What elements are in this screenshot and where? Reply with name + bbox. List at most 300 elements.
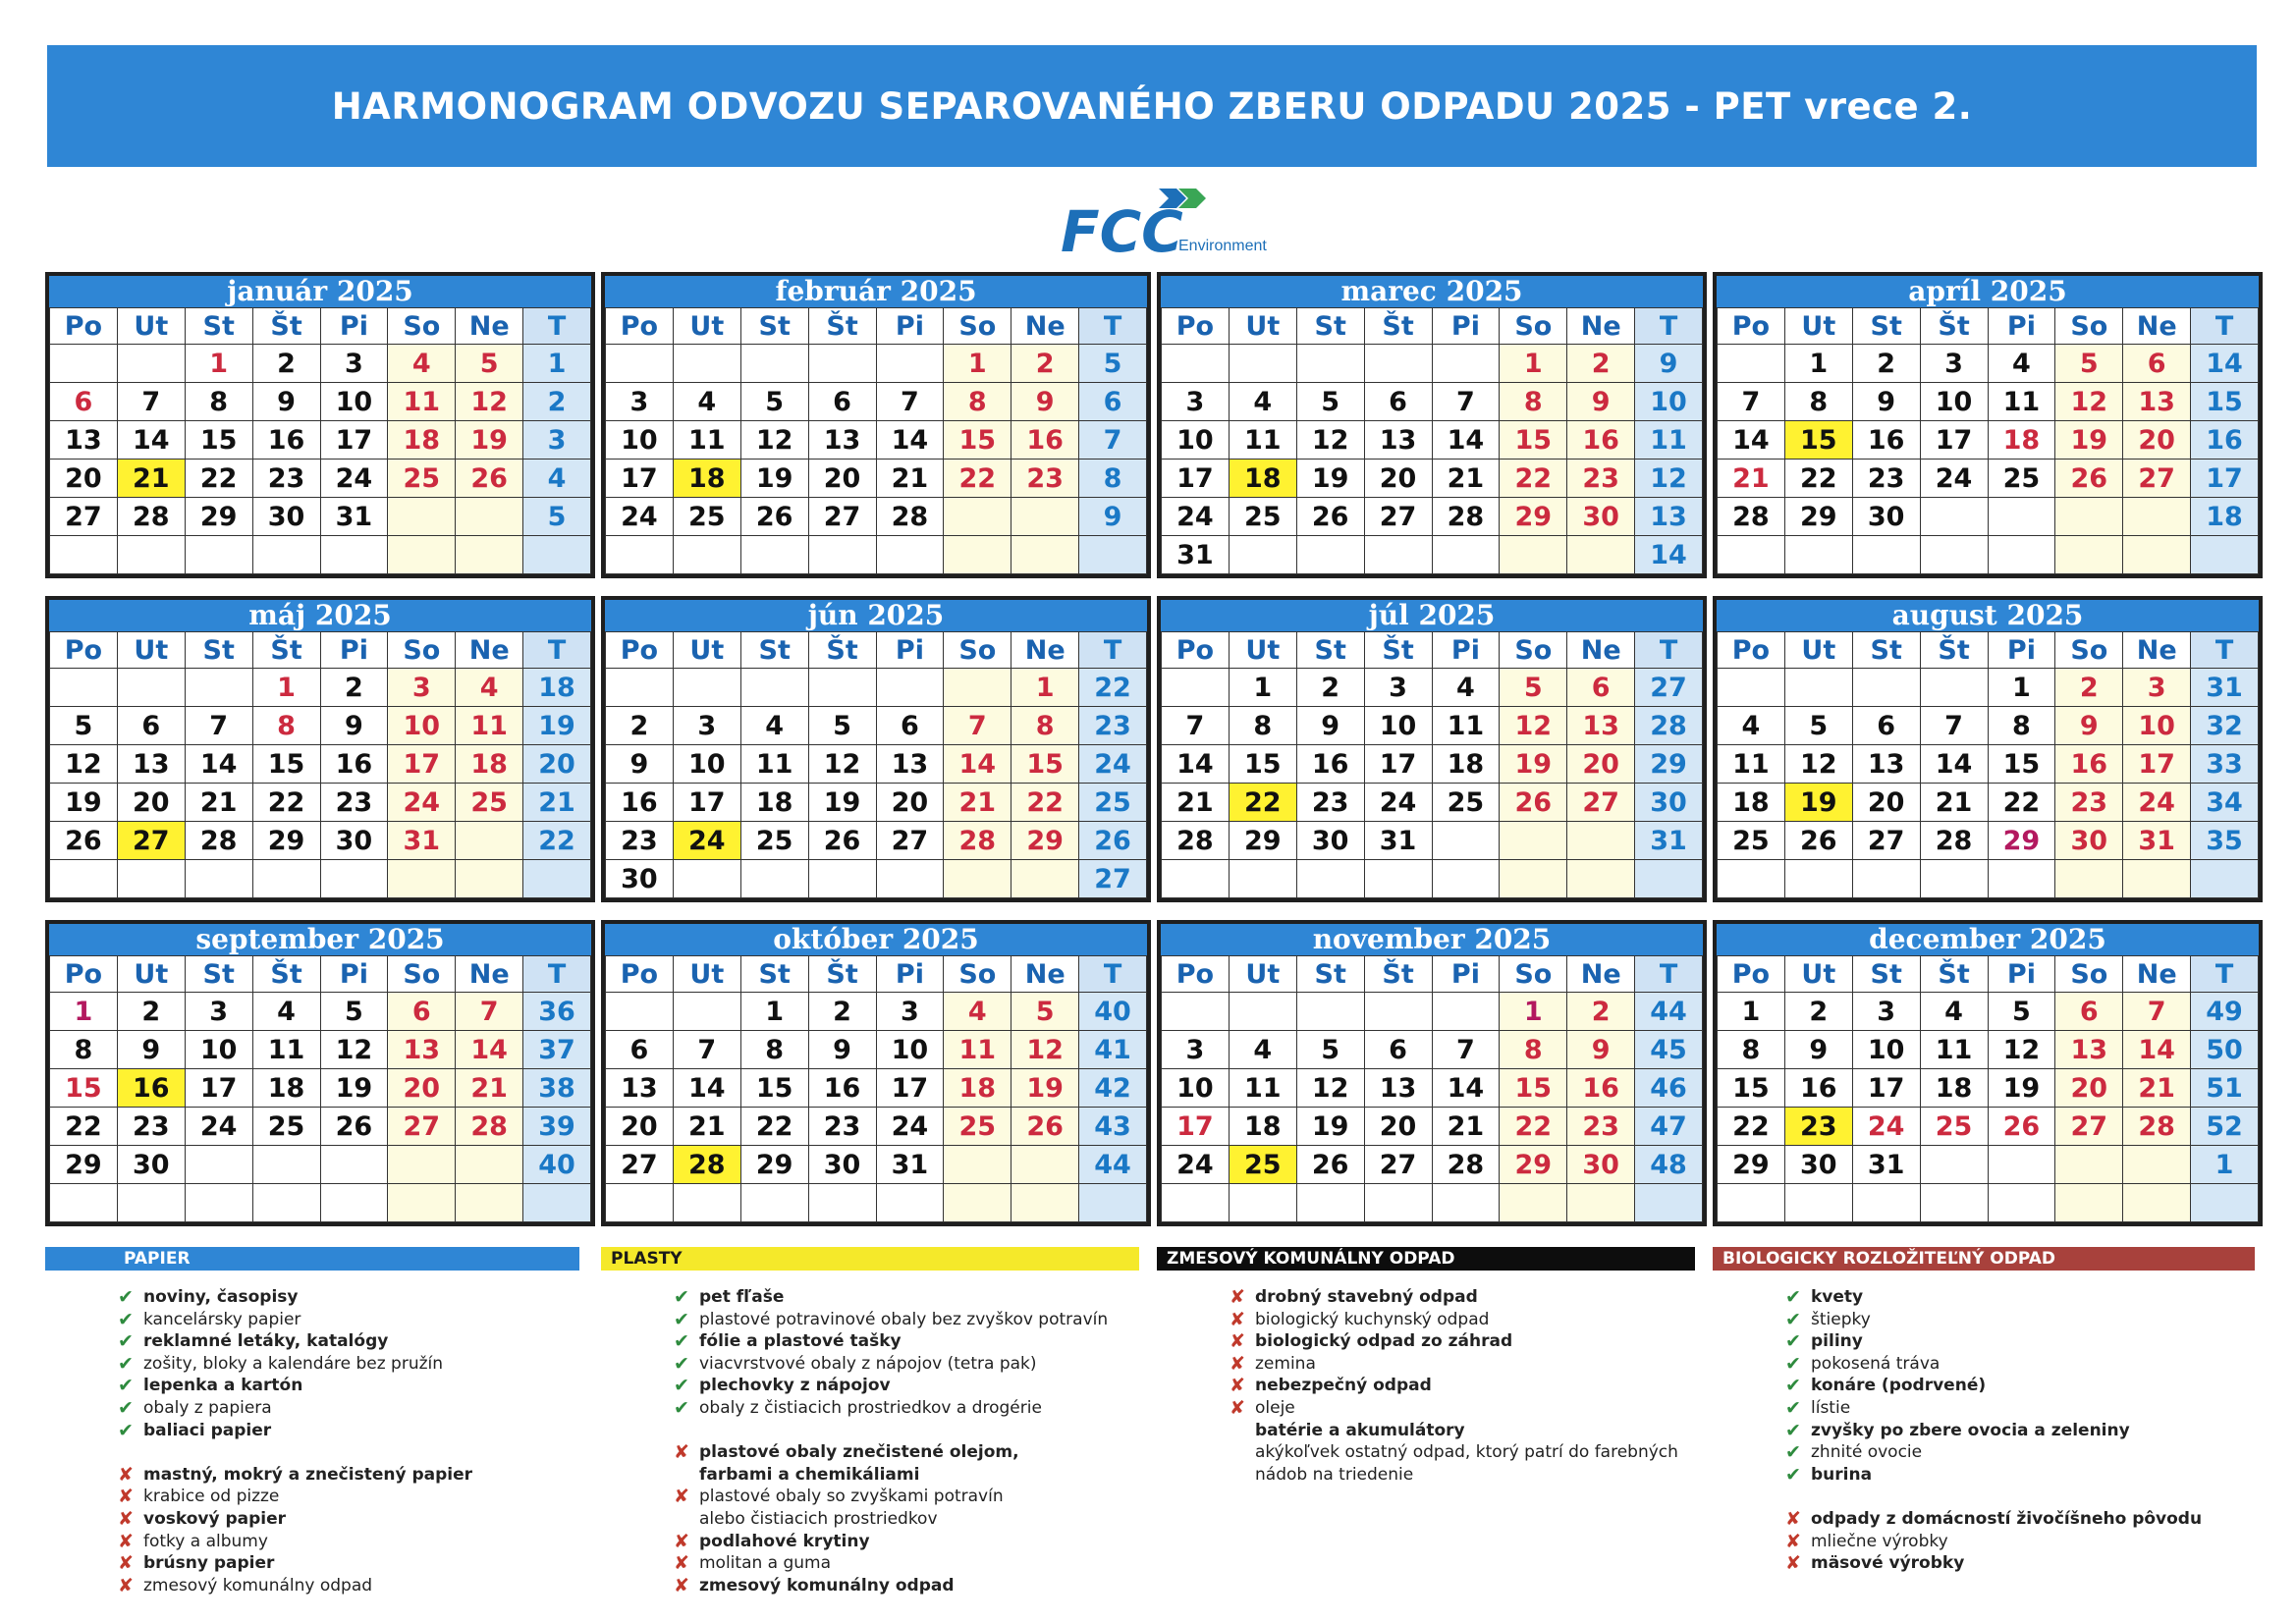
week-row (606, 345, 1147, 383)
cross-icon: ✘ (1230, 1352, 1245, 1375)
day-cell: 30 (606, 860, 674, 898)
week-row (1718, 860, 2259, 898)
legend-item (1781, 1286, 2296, 1309)
day-cell: 11 (456, 707, 523, 745)
legend-item-text: lepenka a kartón (143, 1376, 303, 1396)
day-cell: 6 (2055, 993, 2123, 1031)
day-cell: 3 (1364, 669, 1432, 707)
empty-day-cell (185, 860, 252, 898)
weekday-header: St (185, 308, 252, 345)
empty-day-cell (252, 860, 320, 898)
empty-day-cell (1296, 993, 1364, 1031)
empty-day-cell (1011, 1146, 1079, 1184)
day-cell: 10 (388, 707, 456, 745)
cross-icon: ✘ (118, 1463, 134, 1486)
week-number-header: T (523, 956, 591, 993)
day-cell: 31 (1364, 822, 1432, 860)
week-number-cell: 38 (523, 1069, 591, 1108)
day-cell: 17 (185, 1069, 252, 1108)
empty-day-cell (1852, 669, 1920, 707)
month-table (49, 307, 591, 574)
day-cell: 25 (388, 460, 456, 498)
day-cell: 2 (320, 669, 388, 707)
legend-item-text: mäsové výrobky (1811, 1553, 1965, 1574)
day-cell: 1 (50, 993, 118, 1031)
week-number-cell: 8 (1079, 460, 1147, 498)
day-cell: 26 (1296, 498, 1364, 536)
day-cell: 28 (185, 822, 252, 860)
week-number-cell: 21 (523, 784, 591, 822)
legend-item-text: oleje (1255, 1397, 1295, 1418)
day-cell: 2 (2055, 669, 2123, 707)
check-icon: ✔ (118, 1419, 134, 1441)
weekday-header: So (1500, 308, 1567, 345)
week-number-cell: 12 (1635, 460, 1703, 498)
empty-day-cell (2123, 860, 2191, 898)
week-row (50, 536, 591, 574)
day-cell: 26 (320, 1108, 388, 1146)
week-number-cell: 1 (523, 345, 591, 383)
pickup-day-cell: 22 (1229, 784, 1296, 822)
day-cell: 22 (1988, 784, 2055, 822)
week-row (50, 860, 591, 898)
weekday-header: Ut (1784, 308, 1852, 345)
week-row (1162, 707, 1703, 745)
day-cell: 17 (1920, 421, 1988, 460)
check-icon: ✔ (674, 1308, 689, 1330)
day-cell: 19 (1988, 1069, 2055, 1108)
day-cell: 12 (50, 745, 118, 784)
day-cell: 3 (1162, 383, 1230, 421)
day-cell: 9 (2055, 707, 2123, 745)
day-cell: 29 (185, 498, 252, 536)
day-cell: 28 (944, 822, 1011, 860)
cross-icon: ✘ (674, 1441, 689, 1464)
day-cell: 16 (606, 784, 674, 822)
empty-day-cell (740, 345, 808, 383)
empty-day-cell (876, 345, 944, 383)
weekday-header: So (944, 956, 1011, 993)
day-cell: 10 (185, 1031, 252, 1069)
week-number-cell (523, 1184, 591, 1222)
week-row (1162, 460, 1703, 498)
day-cell: 4 (388, 345, 456, 383)
legend-item-text: reklamné letáky, katalógy (143, 1331, 389, 1352)
week-row (50, 1069, 591, 1108)
day-cell: 6 (808, 383, 876, 421)
legend-item-text: alebo čistiacich prostriedkov (699, 1508, 938, 1529)
weekday-header: Pi (1432, 308, 1500, 345)
day-cell: 10 (1852, 1031, 1920, 1069)
week-number-cell: 30 (1635, 784, 1703, 822)
weekday-header: Št (1920, 308, 1988, 345)
week-number-cell (523, 536, 591, 574)
week-number-cell: 5 (1079, 345, 1147, 383)
weekday-header: Po (50, 308, 118, 345)
empty-day-cell (1229, 345, 1296, 383)
empty-day-cell (1567, 860, 1635, 898)
day-cell: 3 (1852, 993, 1920, 1031)
legend-item-text: zmesový komunálny odpad (143, 1575, 373, 1596)
cross-icon: ✘ (1785, 1552, 1801, 1575)
day-cell: 1 (1718, 993, 1785, 1031)
month-title: október 2025 (605, 924, 1147, 955)
day-cell: 17 (876, 1069, 944, 1108)
day-cell: 19 (1296, 460, 1364, 498)
week-number-cell: 31 (1635, 822, 1703, 860)
day-cell: 1 (1784, 345, 1852, 383)
legend-item (114, 1464, 644, 1487)
week-row (1162, 1184, 1703, 1222)
day-cell: 14 (456, 1031, 523, 1069)
week-row (1718, 745, 2259, 784)
day-cell: 21 (673, 1108, 740, 1146)
weekday-header: Ne (1567, 308, 1635, 345)
empty-day-cell (1920, 498, 1988, 536)
legend-item-text: baliaci papier (143, 1420, 272, 1440)
day-cell: 4 (673, 383, 740, 421)
empty-day-cell (1988, 1184, 2055, 1222)
day-cell: 23 (1567, 460, 1635, 498)
day-cell: 3 (388, 669, 456, 707)
day-cell: 30 (1852, 498, 1920, 536)
empty-day-cell (1920, 1184, 1988, 1222)
week-number-cell (523, 860, 591, 898)
check-icon: ✔ (1785, 1286, 1801, 1308)
week-row (606, 860, 1147, 898)
legend-item (670, 1330, 1200, 1353)
week-number-header: T (523, 632, 591, 669)
week-number-cell: 3 (523, 421, 591, 460)
legend-item-text: noviny, časopisy (143, 1287, 299, 1307)
day-cell: 5 (2055, 345, 2123, 383)
empty-day-cell (1920, 669, 1988, 707)
day-cell: 23 (606, 822, 674, 860)
month-title: máj 2025 (49, 600, 591, 631)
weekday-header: Po (1162, 632, 1230, 669)
empty-day-cell (740, 669, 808, 707)
day-cell: 9 (1784, 1031, 1852, 1069)
cross-icon: ✘ (118, 1530, 134, 1552)
day-cell: 9 (1852, 383, 1920, 421)
check-icon: ✔ (1785, 1463, 1801, 1486)
weekday-header: Pi (876, 956, 944, 993)
day-cell: 13 (876, 745, 944, 784)
weekday-header: Št (1920, 632, 1988, 669)
month-title: marec 2025 (1161, 276, 1703, 307)
day-cell: 6 (117, 707, 185, 745)
empty-day-cell (320, 860, 388, 898)
empty-day-cell (50, 1184, 118, 1222)
weekday-header: Ut (1229, 956, 1296, 993)
day-cell: 20 (1364, 1108, 1432, 1146)
weekday-header: Št (1364, 632, 1432, 669)
legend-item-text: mliečne výrobky (1811, 1531, 1948, 1551)
day-cell: 20 (2123, 421, 2191, 460)
weekday-header: So (944, 632, 1011, 669)
empty-day-cell (944, 860, 1011, 898)
weekday-header: Pi (876, 308, 944, 345)
day-cell: 15 (1718, 1069, 1785, 1108)
week-number-cell: 22 (1079, 669, 1147, 707)
empty-day-cell (1567, 1184, 1635, 1222)
legend-item (114, 1508, 644, 1531)
legend-item-text: viacvrstvové obaly z nápojov (tetra pak) (699, 1353, 1037, 1374)
day-cell: 22 (252, 784, 320, 822)
day-cell: 23 (1567, 1108, 1635, 1146)
day-cell: 18 (1718, 784, 1785, 822)
empty-day-cell (2055, 498, 2123, 536)
legend-item-text: krabice od pizze (143, 1487, 280, 1507)
fcc-logo (1061, 181, 1306, 259)
empty-day-cell (185, 1146, 252, 1184)
legend-item (670, 1464, 1200, 1487)
weekday-header: Št (1920, 956, 1988, 993)
day-cell: 30 (1784, 1146, 1852, 1184)
month-title: december 2025 (1717, 924, 2259, 955)
cross-icon: ✘ (118, 1552, 134, 1575)
empty-day-cell (944, 498, 1011, 536)
cross-icon: ✘ (1230, 1308, 1245, 1330)
month-calendar (601, 596, 1151, 902)
empty-day-cell (1500, 536, 1567, 574)
day-cell: 20 (876, 784, 944, 822)
empty-day-cell (1364, 345, 1432, 383)
empty-day-cell (1852, 536, 1920, 574)
day-cell: 25 (1988, 460, 2055, 498)
day-cell: 18 (1229, 1108, 1296, 1146)
day-cell: 24 (1162, 1146, 1230, 1184)
empty-day-cell (388, 498, 456, 536)
day-cell: 12 (808, 745, 876, 784)
empty-day-cell (2055, 536, 2123, 574)
cross-icon: ✘ (118, 1507, 134, 1530)
day-cell: 3 (320, 345, 388, 383)
day-cell: 3 (606, 383, 674, 421)
pickup-day-cell: 18 (673, 460, 740, 498)
legend-item-text: molitan a guma (699, 1553, 832, 1574)
weekday-header: Pi (1432, 956, 1500, 993)
empty-day-cell (2123, 1146, 2191, 1184)
empty-day-cell (1920, 1146, 1988, 1184)
day-cell: 7 (117, 383, 185, 421)
day-cell: 20 (1852, 784, 1920, 822)
day-cell: 12 (1011, 1031, 1079, 1069)
weekday-header: Ut (1784, 956, 1852, 993)
week-row (50, 383, 591, 421)
day-cell: 23 (808, 1108, 876, 1146)
weekday-header: Ut (1229, 308, 1296, 345)
empty-day-cell (117, 860, 185, 898)
legend-item (114, 1531, 644, 1553)
day-cell: 6 (1852, 707, 1920, 745)
day-cell: 18 (388, 421, 456, 460)
day-cell: 14 (117, 421, 185, 460)
day-cell: 3 (2123, 669, 2191, 707)
day-cell: 22 (944, 460, 1011, 498)
week-number-cell (2191, 1184, 2259, 1222)
day-cell: 6 (1364, 1031, 1432, 1069)
day-cell: 29 (252, 822, 320, 860)
empty-day-cell (1296, 345, 1364, 383)
check-icon: ✔ (674, 1375, 689, 1397)
day-cell: 23 (2055, 784, 2123, 822)
weekday-header: Št (808, 956, 876, 993)
day-cell: 5 (456, 345, 523, 383)
empty-day-cell (252, 1146, 320, 1184)
day-cell: 6 (50, 383, 118, 421)
week-number-cell: 47 (1635, 1108, 1703, 1146)
week-row (1718, 1031, 2259, 1069)
legend-item (1781, 1330, 2296, 1353)
week-number-cell (1079, 1184, 1147, 1222)
day-cell: 2 (252, 345, 320, 383)
empty-day-cell (1784, 536, 1852, 574)
empty-day-cell (876, 536, 944, 574)
day-cell: 5 (1784, 707, 1852, 745)
empty-day-cell (1852, 860, 1920, 898)
day-cell: 11 (673, 421, 740, 460)
weekday-header: Št (808, 308, 876, 345)
legend-category-header: ZMESOVÝ KOMUNÁLNY ODPAD (1157, 1247, 1695, 1271)
day-cell: 13 (606, 1069, 674, 1108)
day-cell: 15 (740, 1069, 808, 1108)
day-cell: 17 (673, 784, 740, 822)
weekday-header: Pi (1432, 632, 1500, 669)
empty-day-cell (1364, 993, 1432, 1031)
weekday-header: Št (252, 632, 320, 669)
legend-item (1781, 1353, 2296, 1376)
day-cell: 4 (252, 993, 320, 1031)
week-row (50, 460, 591, 498)
empty-day-cell (1718, 345, 1785, 383)
day-cell: 24 (1364, 784, 1432, 822)
empty-day-cell (388, 536, 456, 574)
day-cell: 29 (1500, 498, 1567, 536)
week-number-header: T (523, 308, 591, 345)
month-title: apríl 2025 (1717, 276, 2259, 307)
day-cell: 10 (1364, 707, 1432, 745)
empty-day-cell (944, 1184, 1011, 1222)
day-cell: 17 (606, 460, 674, 498)
day-cell: 19 (808, 784, 876, 822)
day-cell: 10 (1920, 383, 1988, 421)
legend-item-text: fólie a plastové tašky (699, 1331, 902, 1352)
day-cell: 3 (1162, 1031, 1230, 1069)
week-number-cell: 26 (1079, 822, 1147, 860)
week-number-cell: 45 (1635, 1031, 1703, 1069)
day-cell: 14 (1920, 745, 1988, 784)
empty-day-cell (2123, 498, 2191, 536)
empty-day-cell (456, 498, 523, 536)
week-row (1718, 536, 2259, 574)
day-cell: 21 (1718, 460, 1785, 498)
legend-item-text: biologický odpad zo záhrad (1255, 1331, 1513, 1352)
empty-day-cell (252, 536, 320, 574)
day-cell: 8 (740, 1031, 808, 1069)
week-row (606, 1108, 1147, 1146)
empty-day-cell (1229, 1184, 1296, 1222)
day-cell: 6 (876, 707, 944, 745)
day-cell: 30 (2055, 822, 2123, 860)
day-cell: 12 (1500, 707, 1567, 745)
legend-item-text: nebezpečný odpad (1255, 1376, 1432, 1396)
empty-day-cell (1500, 822, 1567, 860)
day-cell: 14 (2123, 1031, 2191, 1069)
week-number-cell: 31 (2191, 669, 2259, 707)
day-cell: 4 (456, 669, 523, 707)
week-number-cell: 16 (2191, 421, 2259, 460)
day-cell: 18 (252, 1069, 320, 1108)
week-row (50, 669, 591, 707)
weekday-header: Št (252, 308, 320, 345)
day-cell: 7 (2123, 993, 2191, 1031)
week-number-cell: 32 (2191, 707, 2259, 745)
day-cell: 16 (1011, 421, 1079, 460)
month-table (1161, 955, 1703, 1222)
legend-item-text: drobný stavebný odpad (1255, 1287, 1478, 1307)
empty-day-cell (117, 345, 185, 383)
legend-item (1781, 1441, 2296, 1464)
empty-day-cell (673, 1184, 740, 1222)
day-cell: 5 (740, 383, 808, 421)
day-cell: 4 (1718, 707, 1785, 745)
legend-item (114, 1486, 644, 1508)
empty-day-cell (1162, 669, 1230, 707)
day-cell: 2 (1784, 993, 1852, 1031)
day-cell: 24 (1852, 1108, 1920, 1146)
day-cell: 11 (1432, 707, 1500, 745)
week-row (606, 993, 1147, 1031)
week-row (606, 536, 1147, 574)
day-cell: 1 (1988, 669, 2055, 707)
legend-item (670, 1286, 1200, 1309)
week-row (1162, 669, 1703, 707)
day-cell: 4 (1229, 383, 1296, 421)
empty-day-cell (117, 669, 185, 707)
legend-item (670, 1375, 1200, 1397)
day-cell: 8 (1011, 707, 1079, 745)
empty-day-cell (1718, 860, 1785, 898)
day-cell: 14 (185, 745, 252, 784)
day-cell: 15 (1988, 745, 2055, 784)
legend-item-text: voskový papier (143, 1508, 287, 1529)
check-icon: ✔ (674, 1286, 689, 1308)
day-cell: 25 (252, 1108, 320, 1146)
day-cell: 1 (1500, 993, 1567, 1031)
week-row (1162, 345, 1703, 383)
week-row (606, 498, 1147, 536)
empty-day-cell (876, 669, 944, 707)
check-icon: ✔ (1785, 1419, 1801, 1441)
empty-day-cell (944, 1146, 1011, 1184)
week-row (606, 1146, 1147, 1184)
legend-item (114, 1552, 644, 1575)
legend-item-list (114, 1286, 644, 1596)
page-title: HARMONOGRAM ODVOZU SEPAROVANÉHO ZBERU ODPADU 2025 - PET vrece 2. (331, 84, 1973, 128)
day-cell: 27 (606, 1146, 674, 1184)
empty-day-cell (456, 860, 523, 898)
weekday-header: Ne (1567, 632, 1635, 669)
legend-item (670, 1441, 1200, 1464)
day-cell: 24 (388, 784, 456, 822)
day-cell: 8 (1784, 383, 1852, 421)
day-cell: 7 (876, 383, 944, 421)
weekday-header: Po (606, 308, 674, 345)
weekday-header: St (185, 632, 252, 669)
empty-day-cell (50, 345, 118, 383)
week-row (606, 1031, 1147, 1069)
